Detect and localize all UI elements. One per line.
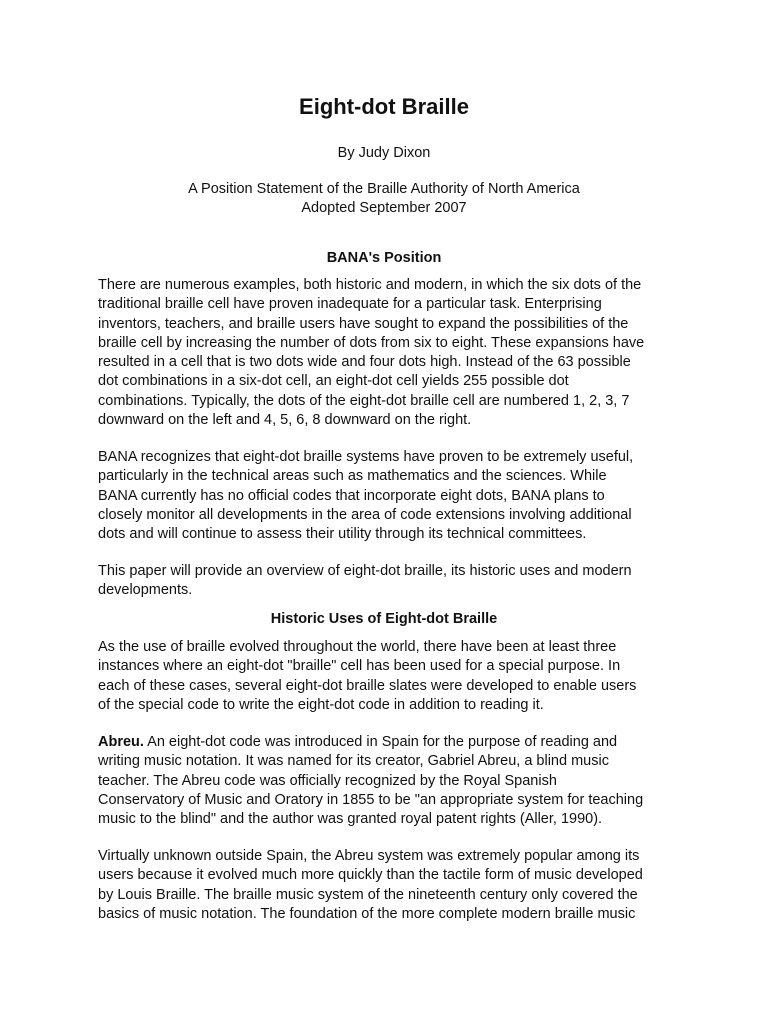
- paragraph-bana-recognizes: BANA recognizes that eight-dot braille systems have proven to be extremely useful, particularly in the technical areas such as mathematics and the sciences. While BANA currently has no official codes that incorporate eight dots, BANA plans to closely monitor all developments in the area of code extensions involving additional dots and will continue to assess their utility through its technical committees.: [98, 449, 634, 543]
- statement-line-1: A Position Statement of the Braille Authority of North America: [188, 181, 580, 197]
- abreu-run-in-label: Abreu.: [98, 734, 144, 750]
- abreu-text: An eight-dot code was introduced in Spain for the purpose of reading and writing music notation. It was named for its creator, Gabriel Abreu, a blind music teacher. The Abreu code was officially recognized by the Royal Spanish Conservatory of Music and Oratory in 1855 to be "an appropriate system for teaching music to the blind" and the author was granted royal patent rights (Aller, 1990).: [98, 734, 644, 828]
- author-byline: By Judy Dixon: [337, 145, 431, 161]
- paragraph-historic-intro: As the use of braille evolved throughout the world, there have been at least three instances where an eight-dot "braille" cell has been used for a special purpose. In each of these cases, several eight-dot braille slates were developed to enable users of the special code to write the eight-dot code in addition to reading it.: [98, 639, 637, 713]
- paragraph-position-intro: There are numerous examples, both historic and modern, in which the six dots of the traditional braille cell have proven inadequate for a particular task. Enterprising inventors, teachers, and braille users have sought to expand the possibilities of the braille cell by increasing the number of dots from six to eight. These expansions have resulted in a cell that is two dots wide and four dots high. Instead of the 63 possible dot combinations in a six-dot cell, an eight-dot cell yields 255 possible dot combinations. Typically, the dots of the eight-dot braille cell are numbered 1, 2, 3, 7 downward on the left and 4, 5, 6, 8 downward on the right.: [98, 277, 645, 429]
- paragraph-abreu-popularity: Virtually unknown outside Spain, the Abreu system was extremely popular among its users because it evolved much more quickly than the tactile form of music developed by Louis Braille. The braille music system of the nineteenth century only covered the basics of music notation. The foundation of the more complete modern braille music: [98, 848, 643, 922]
- document-title: Eight-dot Braille: [299, 94, 469, 119]
- paragraph-overview: This paper will provide an overview of eight-dot braille, its historic uses and modern developments.: [98, 563, 632, 599]
- paragraph-abreu: [98, 733, 673, 829]
- statement-line-2: Adopted September 2007: [301, 200, 467, 216]
- section-heading-bana-position: BANA's Position: [326, 250, 442, 266]
- section-heading-historic-uses: Historic Uses of Eight-dot Braille: [270, 611, 498, 627]
